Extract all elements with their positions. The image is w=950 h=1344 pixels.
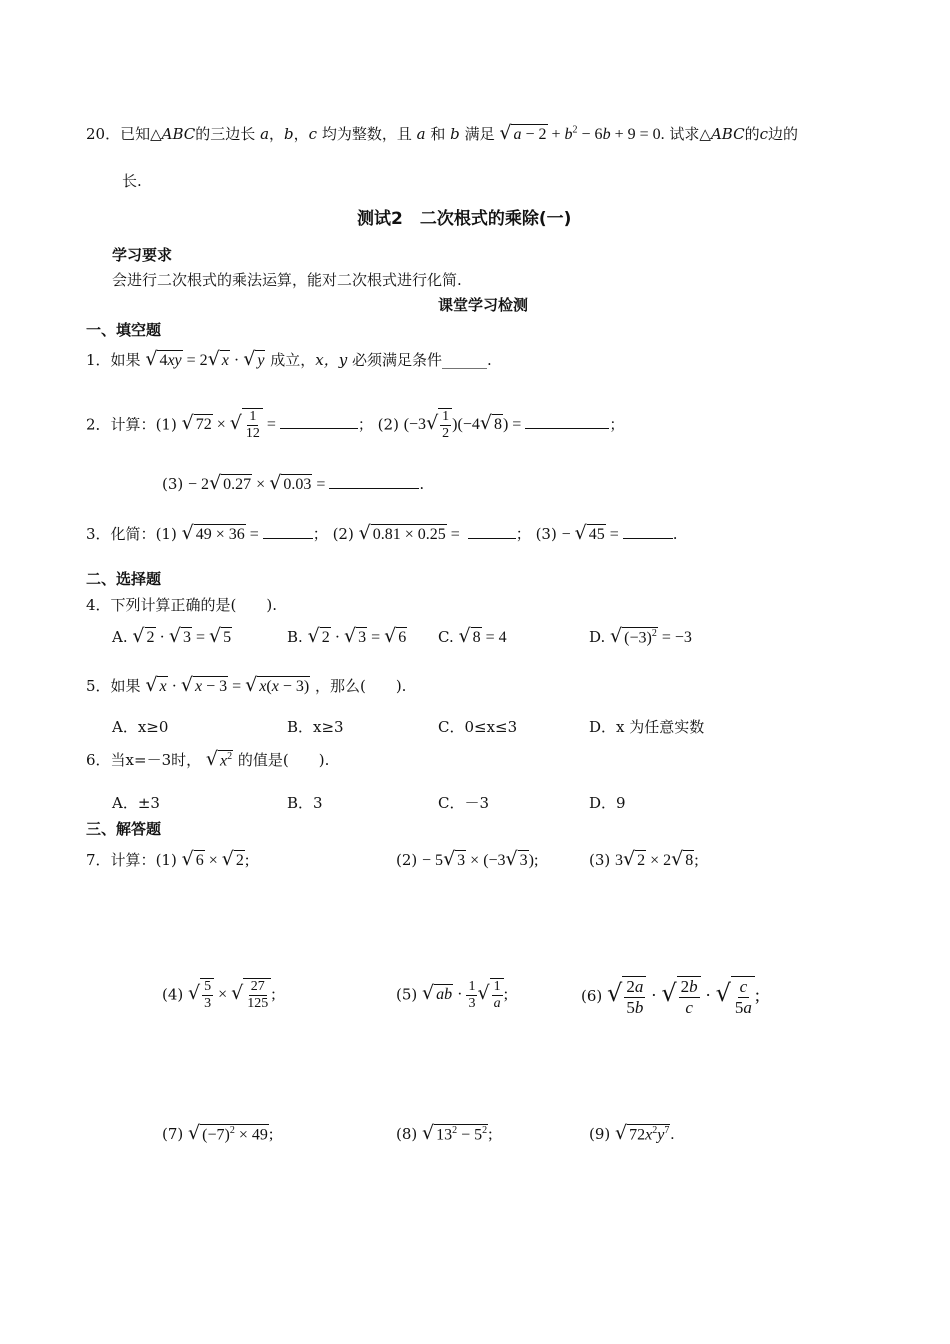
section-solve: 三、解答题 — [86, 820, 162, 838]
q5-option-d: D．x 为任意实数 — [589, 718, 705, 736]
q5-formula: √ x · √ x − 3 = √ x(x − 3) — [145, 674, 310, 696]
q2-2-formula: (−3√ $\frac{1}{2}$ )(−4√ 8) = — [404, 416, 610, 433]
requirements-heading: 学习要求 — [112, 246, 173, 264]
q3-3-formula: − √ 45 = — [562, 526, 673, 543]
q5-option-c: C．0≤x≤3 — [438, 718, 518, 736]
requirements-text: 会进行二次根式的乘法运算，能对二次根式进行化简. — [112, 271, 462, 289]
q7-part-3: (3) 3√ 2 × 2√ 8; — [589, 848, 699, 870]
question-4-stem: 4．下列计算正确的是( ). — [86, 596, 278, 614]
question-2-line2: (3) − 2√ 0.27 × √ 0.03 = . — [162, 472, 425, 494]
question-1: 1．如果 √ 4xy = 2√ x · √ y 成立，x，y 必须满足条件______. — [86, 348, 492, 370]
section-fill-blank: 一、填空题 — [86, 321, 162, 339]
q7-part-5: (5) √ ab · $\frac{1}{3}$ √ $\frac{1}{a}$ ; — [396, 979, 509, 1012]
question-5-stem: 5．如果 √ x · √ x − 3 = √ x(x − 3) ，那么( ). — [86, 674, 407, 696]
q4-option-d: D. √ $(-3)^2 = -3$ — [589, 625, 692, 647]
problem-20-line2: 长. — [122, 172, 142, 190]
question-2-line1: 2．计算：(1) √ 72 × √ $\frac{1}{12}$ = ； (2) (−3√ $\frac{1}{2}$ )(−4√ 8) = ； — [86, 409, 625, 442]
q4-option-b: B. √ 2 · √ 3 = √ 6 — [287, 625, 407, 647]
q1-formula: √ 4xy = 2√ x · √ y — [145, 348, 265, 370]
q7-part-4: (4) √ $\frac{5}{3}$ × √ $\frac{27}{125}$ ; — [162, 979, 276, 1012]
problem-20-line1: 20．已知△ABC的三边长 a，b，c 均为整数，且 a 和 b 满足 √ $a - 2 + b^2 - 6b + 9 = 0$. 试求△ABC的c边的 — [86, 122, 798, 144]
q2-3-formula: − 2√ 0.27 × √ 0.03 = — [188, 476, 419, 493]
q5-option-b: B．x≥3 — [287, 718, 344, 736]
q3-2-formula: √ 0.81 × 0.25 = — [359, 526, 516, 543]
question-3: 3．化简：(1) √ 49 × 36 = ； (2) √ 0.81 × 0.25 = ； (3) − √ 45 = . — [86, 522, 678, 544]
section-heading-classroom: 课堂学习检测 — [438, 296, 529, 314]
q2-1-formula: √ 72 × √ $\frac{1}{12}$ = — [182, 416, 358, 433]
q7-part-2: (2) − 5√ 3 × (−3√ 3); — [396, 848, 539, 870]
q7-part-9: (9) √ $72x^2y^7$. — [589, 1122, 675, 1144]
q6-formula: √ $x^2$ — [205, 748, 233, 770]
q5-option-a: A．x≥0 — [112, 718, 169, 736]
q4-option-c: C. √ 8 = 4 — [438, 625, 507, 647]
q7-part-1: 7．计算：(1) √ 6 × √ 2; — [86, 848, 250, 870]
section-multiple-choice: 二、选择题 — [86, 570, 162, 588]
problem-number: 20． — [86, 125, 121, 143]
q6-option-c: C．－3 — [438, 794, 490, 812]
q6-option-b: B．3 — [287, 794, 323, 812]
page-title: 测试2 二次根式的乘除(一) — [357, 209, 572, 229]
q6-option-d: D．9 — [589, 794, 626, 812]
q3-1-formula: √ 49 × 36 = — [182, 526, 313, 543]
question-6-stem: 6．当x=－3时， √ $x^2$ 的值是( ). — [86, 748, 330, 770]
q4-option-a: A. √ 2 · √ 3 = √ 5 — [112, 625, 232, 647]
q7-part-7: (7) √ $(-7)^2 \times 49$; — [162, 1122, 274, 1144]
q6-option-a: A．±3 — [112, 794, 160, 812]
condition-formula: √ $a - 2 + b^2 - 6b + 9 = 0$. — [499, 122, 665, 144]
q7-part-8: (8) √ $13^2 - 5^2$; — [396, 1122, 493, 1144]
q7-part-6: (6) √ $\frac{2a}{5b}$ · √ $\frac{2b}{c}$ · √ $\frac{c}{5a}$ ; — [581, 977, 760, 1017]
